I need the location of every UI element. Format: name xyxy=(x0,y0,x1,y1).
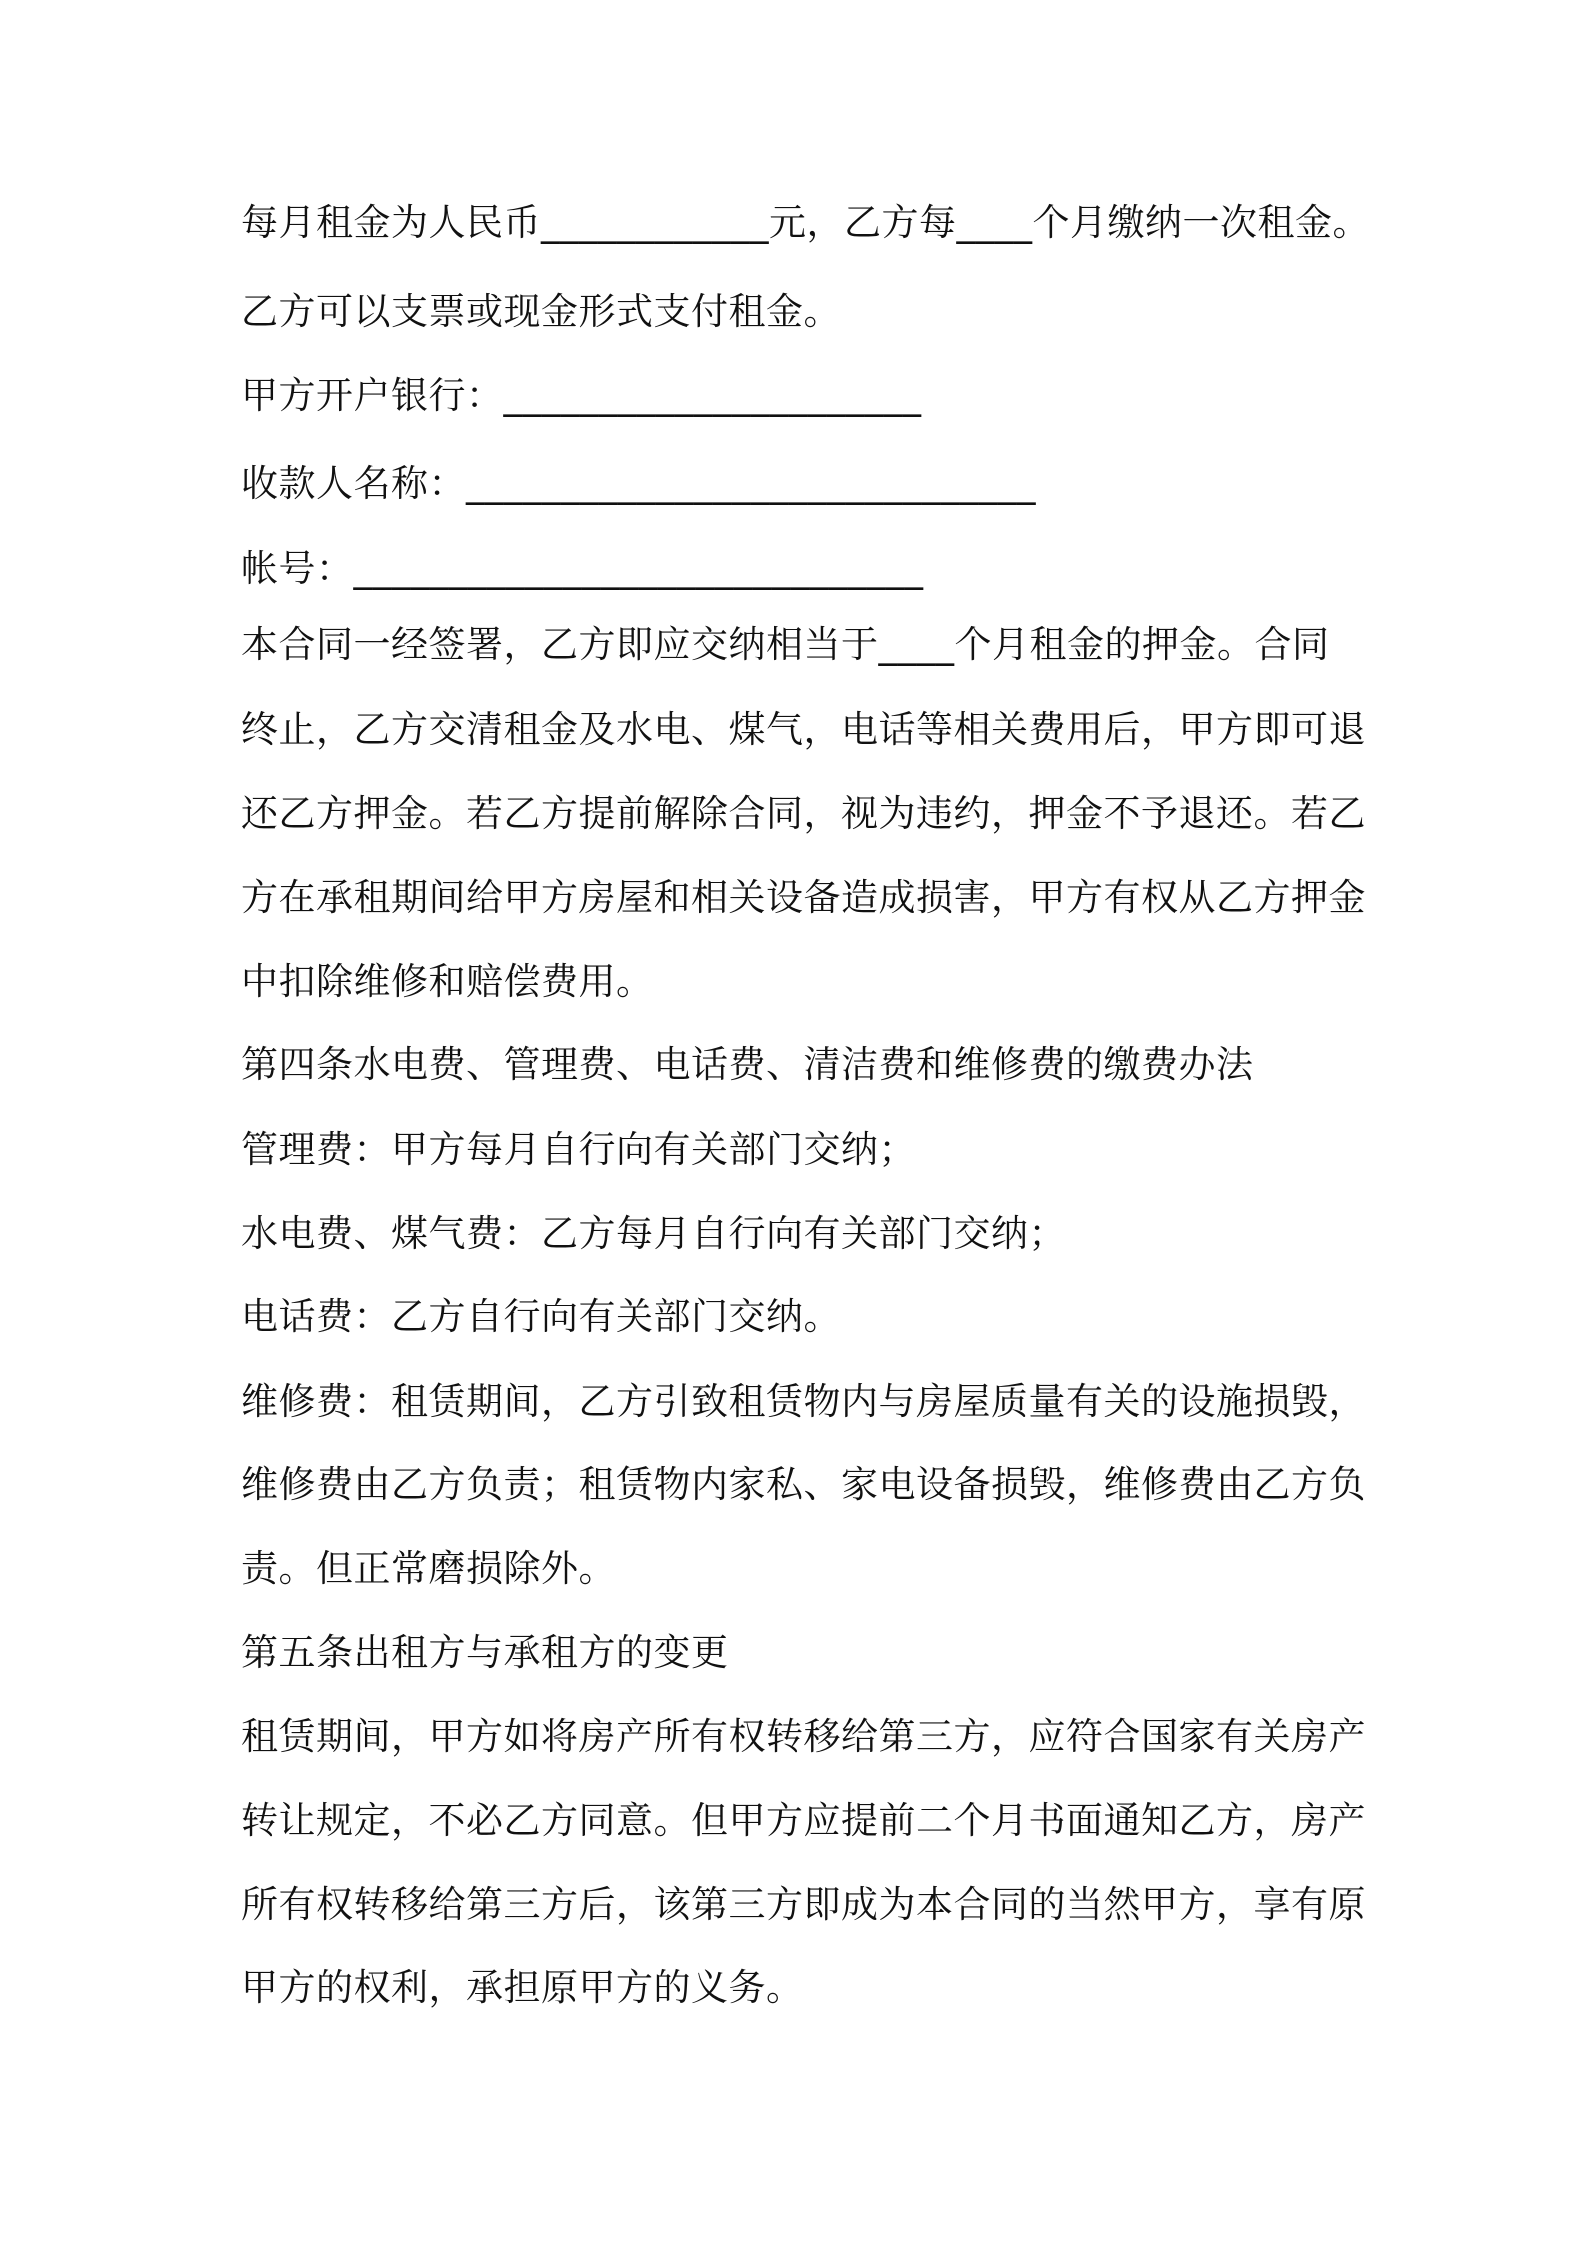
text-line-7: 终止，乙方交清租金及水电、煤气，电话等相关费用后，甲方即可退 xyxy=(241,708,1366,751)
text-line-8: 还乙方押金。若乙方提前解除合同，视为违约，押金不予退还。若乙 xyxy=(241,792,1366,835)
text-line-21: 所有权转移给第三方后，该第三方即成为本合同的当然甲方，享有原 xyxy=(241,1883,1366,1926)
text-line-16: 维修费由乙方负责；租赁物内家私、家电设备损毁，维修费由乙方负 xyxy=(241,1463,1366,1506)
text-line-19: 租赁期间，甲方如将房产所有权转移给第三方，应符合国家有关房产 xyxy=(241,1715,1366,1758)
text-line-6: 本合同一经签署，乙方即应交纳相当于____个月租金的押金。合同 xyxy=(241,623,1330,666)
text-line-12: 管理费：甲方每月自行向有关部门交纳； xyxy=(241,1128,916,1171)
text-line-14: 电话费：乙方自行向有关部门交纳。 xyxy=(241,1295,841,1338)
text-line-22: 甲方的权利，承担原甲方的义务。 xyxy=(241,1966,804,2009)
text-line-15: 维修费：租赁期间，乙方引致租赁物内与房屋质量有关的设施损毁， xyxy=(241,1380,1366,1423)
text-line-13: 水电费、煤气费：乙方每月自行向有关部门交纳； xyxy=(241,1212,1066,1255)
text-line-bank: 甲方开户银行：______________________ xyxy=(241,374,922,417)
text-line-1: 每月租金为人民币____________元，乙方每____个月缴纳一次租金。 xyxy=(241,201,1370,244)
text-line-account: 帐号：______________________________ xyxy=(241,547,924,590)
text-line-20: 转让规定，不必乙方同意。但甲方应提前二个月书面通知乙方，房产 xyxy=(241,1799,1366,1842)
text-line-17: 责。但正常磨损除外。 xyxy=(241,1547,616,1590)
section-heading-4: 第四条水电费、管理费、电话费、清洁费和维修费的缴费办法 xyxy=(241,1043,1254,1086)
section-heading-5: 第五条出租方与承租方的变更 xyxy=(241,1631,729,1674)
text-line-9: 方在承租期间给甲方房屋和相关设备造成损害，甲方有权从乙方押金 xyxy=(241,876,1366,919)
text-line-payee: 收款人名称：______________________________ xyxy=(241,462,1036,505)
text-line-10: 中扣除维修和赔偿费用。 xyxy=(241,960,654,1003)
text-line-2: 乙方可以支票或现金形式支付租金。 xyxy=(241,290,841,333)
